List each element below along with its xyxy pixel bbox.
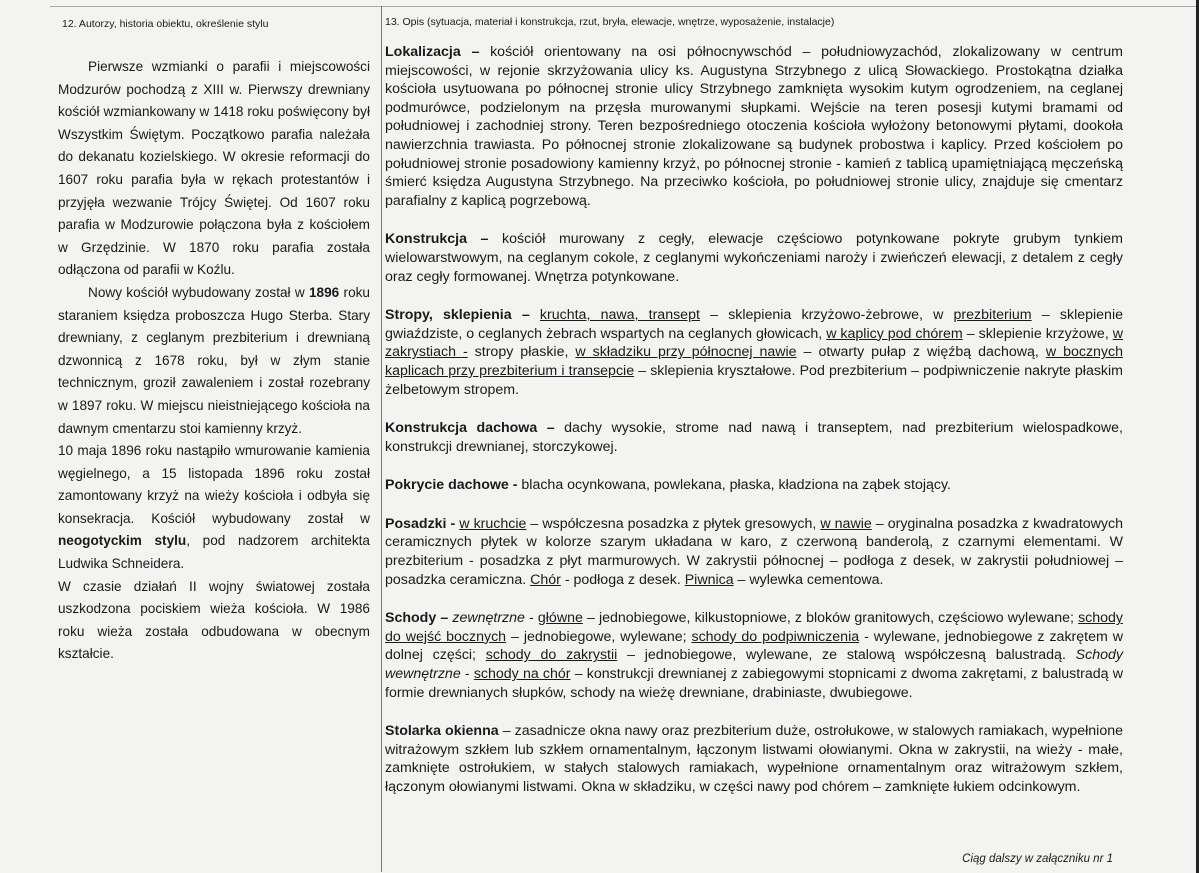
text: - podłoga z desek.	[560, 571, 685, 588]
top-divider	[50, 6, 1198, 7]
column-divider	[381, 6, 382, 872]
year-bold: 1896	[308, 284, 340, 300]
text: roku staraniem księdza proboszcza Hugo Sterba. Stary drewniany, z ceglanym prezbiterium i drewnianą dzwonnicą z 1678 roku, był w złym stanie technicznym, groził zawaleniem i został rozebrany w 1897 roku. W miejscu nieistniejącego kościoła na dawnym cmentarzu stoi kamienny krzyż.	[58, 284, 370, 436]
text: – jednobiegowe, wylewane, ze stalową współczesną balustradą.	[617, 647, 1076, 664]
section-schody	[385, 609, 1123, 702]
underlined: w bocznych kaplicach przy prezbiterium i transepcie	[385, 344, 1124, 379]
underlined: schody do podpiwniczenia	[691, 628, 860, 645]
text: – współczesna posadzka z płytek gresowych,	[526, 515, 821, 532]
history-paragraph-1: Pierwsze wzmianki o parafii i miejscowości Modzurów pochodzą z XIII w. Pierwszy drewniany kościół wzmiankowany w 1418 roku poświęcony był Wszystkim Świętym. Początkowo parafia należała do dekanatu kozielskiego. W okresie reformacji do 1607 roku parafia była w rękach protestantów i przyjęła wezwanie Trójcy Świętej. Od 1607 roku parafia w Modzurowie połączona była z kościołem w Grzędzinie. W 1870 roku parafia została odłączona od parafii w Koźlu.	[58, 59, 370, 278]
text: – oryginalna posadzka z kwadratowych ceramicznych płytek w kolorze szarym układana w karo, z czerwoną banderolą, z czarnymi elementami. W prezbiterium - posadzka z płyt marmurowych. W zakrystii północnej – podłoga z desek, w zakrystii południowej – posadzka ceramiczna.	[385, 515, 1123, 588]
section-posadzki	[385, 515, 1123, 589]
label: Konstrukcja –	[385, 231, 489, 248]
underlined: schody do wejść bocznych	[385, 610, 1124, 645]
text: 10 maja 1896 roku nastąpiło wmurowanie kamienia węgielnego, a 15 listopada 1896 roku został zamontowany krzyż na wieży kościoła i odbyła się konsekracja. Kościół wybudowany został w	[58, 443, 370, 526]
description-heading: 13. Opis (sytuacja, materiał i konstrukcja, rzut, bryła, elewacje, wnętrze, wyposażenie, instalacje)	[385, 16, 835, 28]
text: - wylewane, jednobiegowe z zakrętem w dolnej części;	[385, 628, 1123, 664]
underlined: w kruchcie	[459, 515, 527, 532]
underlined: kruchta, nawa, transept	[539, 307, 700, 324]
label: Pokrycie dachowe -	[385, 477, 518, 494]
text: dachy wysokie, strome nad nawą i transeptem, nad prezbiterium wielospadkowe, konstrukcji drewnianej, storczykowej.	[385, 420, 1123, 455]
underlined: Chór	[530, 571, 561, 588]
underlined: schody do zakrystii	[485, 647, 618, 664]
text: – sklepienie gwiaździste, o ceglanych żebrach wspartych na ceglanych głowicach,	[385, 307, 1123, 342]
underlined: w zakrystiach -	[385, 325, 1123, 361]
text: -	[524, 610, 538, 627]
label: Stropy, sklepienia –	[385, 307, 530, 324]
section-lokalizacja	[385, 43, 1123, 210]
underlined: w składziku przy północnej nawie	[575, 344, 797, 361]
text: blacha ocynkowana, powlekana, płaska, kładziona na ząbek stojący.	[517, 477, 951, 494]
form-frame	[50, 6, 1198, 872]
history-column	[58, 18, 370, 666]
underlined: główne	[537, 610, 583, 627]
underlined: schody na chór	[473, 666, 571, 683]
label: Konstrukcja dachowa –	[385, 420, 555, 437]
section-konstrukcja-dachowa	[385, 419, 1123, 456]
style-bold: neogotyckim stylu	[58, 533, 187, 549]
text: stropy płaskie,	[467, 344, 576, 361]
text: Nowy kościół wybudowany został w	[88, 284, 305, 300]
text: , pod nadzorem architekta Ludwika Schneidera.	[58, 533, 370, 572]
history-paragraph-4: W czasie działań II wojny światowej została uszkodzona pociskiem wieża kościoła. W 1986 roku wieża została odbudowana w obecnym kształcie.	[58, 578, 370, 662]
text: – jednobiegowe, wylewane;	[506, 628, 692, 645]
history-heading: 12. Autorzy, historia obiektu, określenie stylu	[62, 18, 269, 30]
text: – otwarty pułap z więźbą dachową,	[796, 344, 1046, 361]
continuation-note: Ciąg dalszy w załączniku nr 1	[962, 853, 1113, 865]
text: – sklepienia kryształowe. Pod prezbiterium – podpiwniczenie nakryte płaskim żelbetowym stropem.	[385, 362, 1123, 398]
section-konstrukcja	[385, 230, 1123, 286]
text: – konstrukcji drewnianej z zabiegowymi stopnicami z dwoma zakrętami, z balustradą w formie drewnianych słupków, schody na wieżę drewniane, drabiniaste, dwubiegowe.	[385, 666, 1123, 701]
text: – zasadnicze okna nawy oraz prezbiterium duże, ostrołukowe, w stalowych ramiakach, wypełnione witrażowym szkłem lub szkłem ornamentalnym, łączonym listwami ołowianymi. Okna w zakrystii, na wieży - małe, zamknięte ostrołukiem, w stałych stalowych ramiakach, wypełnione ornamentalnym oraz witrażowym szkłem, łączonym ołowianymi listwami. Okna w składziku, w części nawy pod chórem – zamknięte łukiem odcinkowym.	[385, 723, 1123, 795]
section-stolarka-okienna	[385, 722, 1123, 796]
history-paragraph-2	[58, 282, 370, 440]
text: -	[460, 666, 474, 683]
section-pokrycie-dachowe	[385, 476, 1123, 495]
text: kościół murowany z cegły, elewacje częściowo potynkowane pokryte grubym tynkiem wielowarstwowym, na ceglanym cokole, z ceglanymi wykończeniami naroży i zwieńczeń elewacji, z detalem z cegły oraz cegły formowanej. Wnętrza potynkowane.	[385, 231, 1123, 285]
text: – sklepienia krzyżowo-żebrowe, w	[699, 307, 954, 324]
label: Stolarka okienna	[385, 723, 499, 740]
label: Lokalizacja –	[385, 44, 480, 60]
text: – jednobiegowe, kilkustopniowe, z bloków granitowych, częściowo wylewane;	[582, 610, 1079, 627]
text: kościół orientowany na osi północnywschód – południowyzachód, zlokalizowany w centrum miejscowości, w rejonie skrzyżowania ulicy ks. Augustyna Strzybnego z ulicą Słowackiego. Prostokątna działka kościoła usytuowana po północnej stronie ulicy Strzybnego zamknięta wysokim kutym ogrodzeniem, na ceglanej podmurówce, podzielonym na przęsła murowanymi słupkami. Wejście na teren posesji kutymi bramami od południowej i zachodniej strony. Teren bezpośredniego otoczenia kościoła wyłożony betonowymi płytami, dookoła nawierzchnia trawiasta. Po północnej stronie zlokalizowane są budynek probostwa i kaplicy. Przed kościołem po południowej stronie posadowiony kamienny krzyż, po północnej stronie - kamień z tablicą upamiętniającą męczeńską śmierć księdza Augustyna Strzybnego. Na przeciwko kościoła, po południowej stronie ulicy, znajduje się cmentarz parafialny z kaplicą pogrzebową.	[385, 44, 1123, 209]
italic: zewnętrzne	[452, 610, 525, 627]
italic: Schody wewnętrzne	[385, 647, 1123, 683]
underlined: w nawie	[820, 515, 872, 532]
text: – sklepienie krzyżowe,	[962, 325, 1113, 342]
underlined: w kaplicy pod chórem	[826, 325, 963, 342]
text: – wylewka cementowa.	[733, 571, 884, 588]
history-paragraph-3	[58, 440, 370, 576]
label: Schody –	[385, 610, 449, 627]
underlined: Piwnica	[684, 571, 734, 588]
underlined: prezbiterium	[953, 307, 1032, 324]
section-stropy	[385, 306, 1123, 399]
label: Posadzki -	[385, 515, 456, 532]
description-column	[385, 16, 1123, 808]
